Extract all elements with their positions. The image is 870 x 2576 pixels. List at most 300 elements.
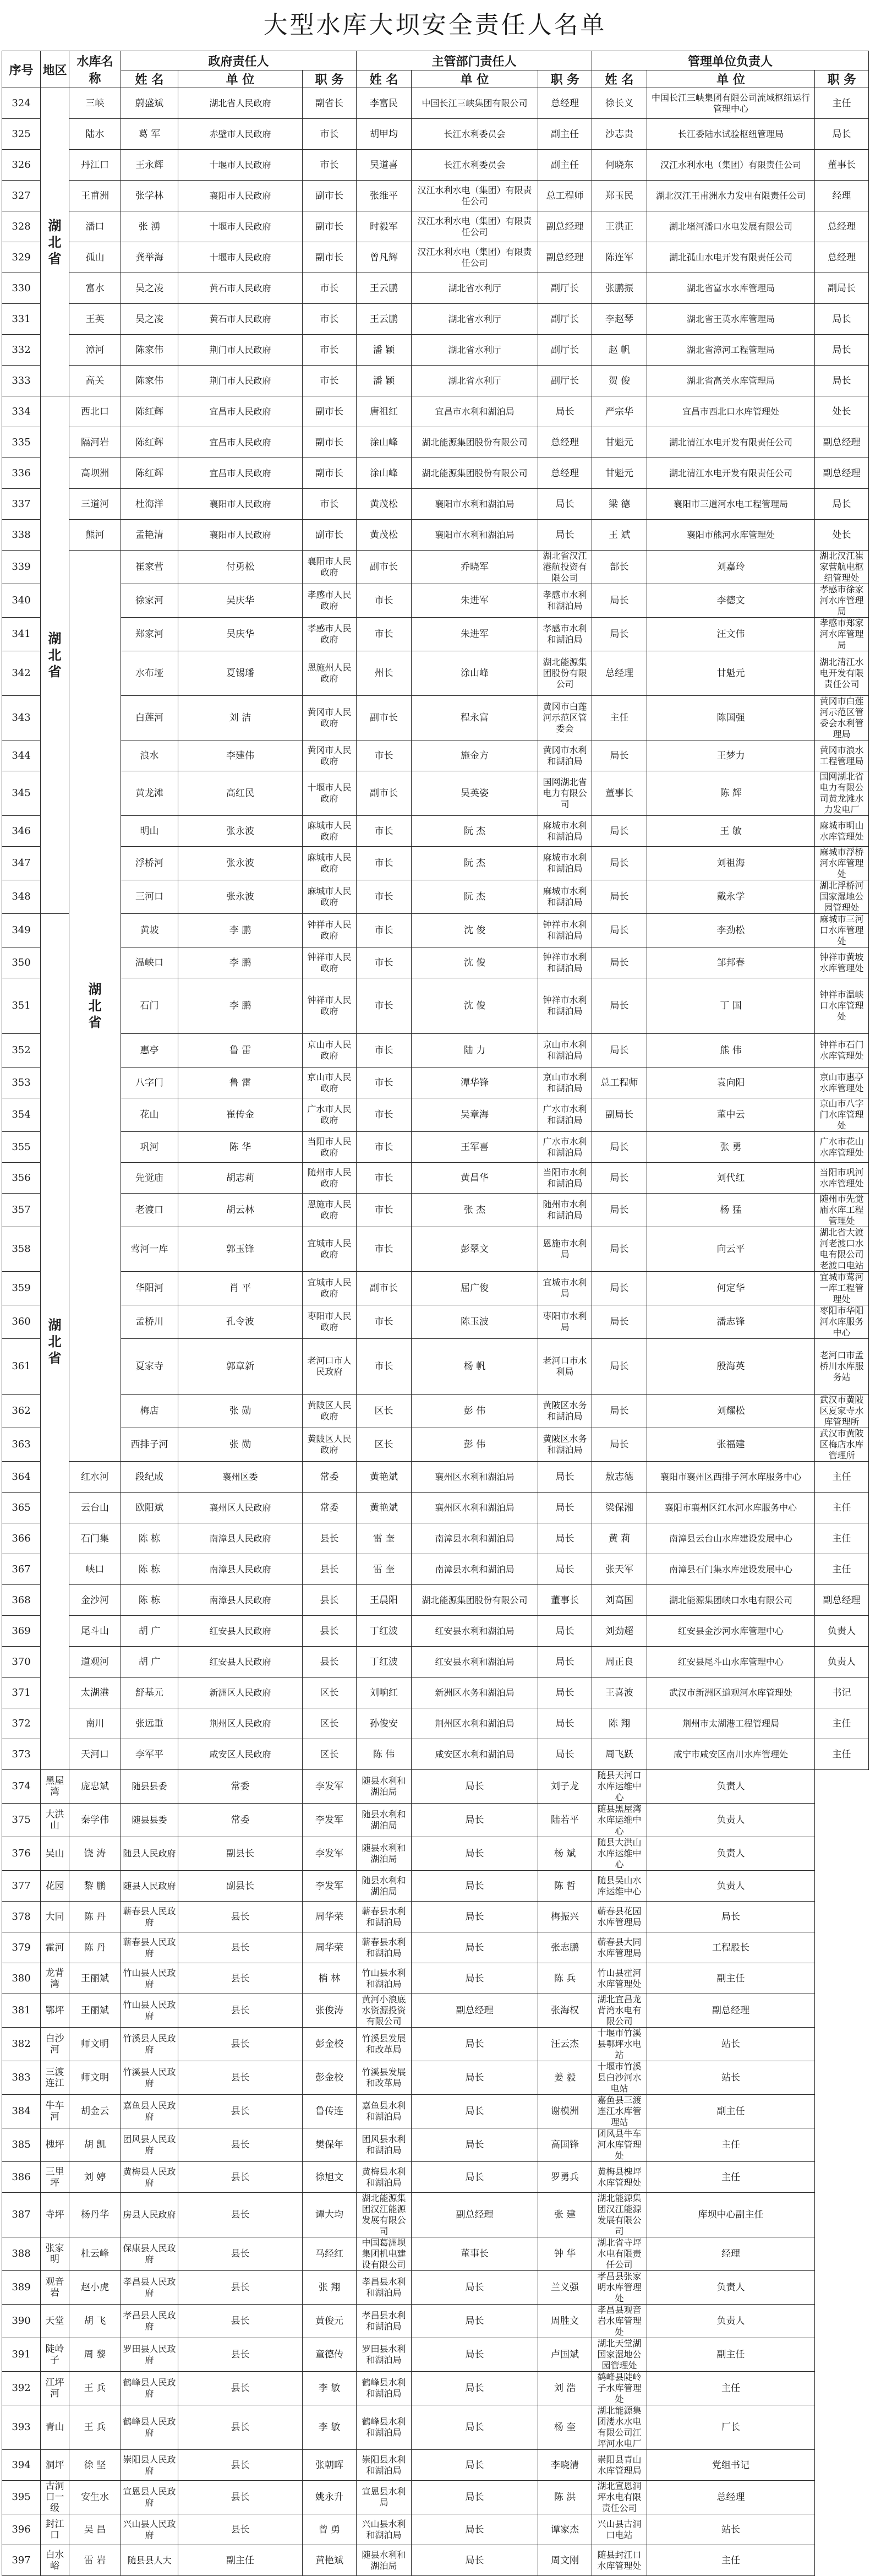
table-row (2, 1132, 869, 1163)
cell-no: 392 (2, 2372, 41, 2405)
cell-gov-name: 刘 洁 (178, 696, 303, 740)
cell-mgmt-unit: 国网湖北省电力有限公司黄龙滩水力发电厂 (815, 771, 869, 816)
cell-gov-post: 市长 (303, 489, 357, 520)
cell-dept-name: 黄俊元 (303, 2305, 357, 2338)
cell-gov-unit: 团风县人民政府 (121, 2128, 178, 2162)
cell-gov-unit: 随县人民政府 (121, 1871, 178, 1902)
cell-mgmt-unit: 湖北汉江王甫洲水力发电有限责任公司 (647, 181, 815, 211)
cell-dept-unit: 宜昌市水利和湖泊局 (412, 396, 538, 427)
table-row (2, 1098, 869, 1132)
cell-no: 394 (2, 2450, 41, 2481)
cell-gov-post: 副县长 (178, 1837, 303, 1871)
cell-dept-name: 王军喜 (412, 1132, 538, 1163)
cell-mgmt-name: 杨 斌 (538, 1837, 592, 1871)
cell-mgmt-post: 副总经理 (815, 458, 869, 489)
cell-reservoir: 浪水 (121, 740, 178, 771)
cell-reservoir: 八字门 (121, 1068, 178, 1098)
cell-no: 350 (2, 947, 41, 978)
cell-reservoir: 莺河一库 (121, 1227, 178, 1272)
cell-gov-unit: 南漳县人民政府 (178, 1554, 303, 1585)
cell-dept-name: 王云鹏 (357, 304, 412, 335)
cell-gov-unit: 南漳县人民政府 (178, 1585, 303, 1616)
cell-gov-post: 区长 (303, 1739, 357, 1770)
cell-dept-unit: 中国长江三峡集团有限公司 (412, 88, 538, 119)
cell-dept-post: 局长 (412, 1837, 538, 1871)
responsibility-table (2, 51, 869, 2576)
cell-reservoir: 金沙河 (69, 1585, 121, 1616)
table-row (2, 847, 869, 880)
cell-mgmt-name: 王 斌 (592, 520, 647, 551)
cell-gov-name: 徐 坚 (69, 2450, 121, 2481)
cell-dept-unit: 汉江水利水电（集团）有限责任公司 (412, 242, 538, 273)
header-region: 地区 (41, 51, 69, 88)
cell-gov-name: 秦学伟 (69, 1804, 121, 1837)
cell-gov-name: 蔚盛斌 (121, 88, 178, 119)
cell-dept-post: 副主任 (538, 150, 592, 181)
cell-gov-name: 欧阳斌 (121, 1493, 178, 1523)
cell-mgmt-name: 王梦力 (647, 740, 815, 771)
table-row (2, 119, 869, 150)
cell-mgmt-name: 刘劲超 (592, 1616, 647, 1647)
cell-gov-unit: 竹山县人民政府 (121, 1994, 178, 2028)
cell-gov-name: 吴庆华 (178, 618, 303, 651)
cell-mgmt-unit: 随县天河口水库运维中心 (592, 1770, 647, 1804)
cell-dept-unit: 钟祥市水利和湖泊局 (538, 978, 592, 1034)
cell-gov-unit: 黄冈市人民政府 (303, 740, 357, 771)
cell-mgmt-post: 副主任 (647, 2095, 815, 2128)
cell-dept-name: 曾 勇 (303, 2514, 357, 2545)
cell-gov-post: 县长 (303, 1616, 357, 1647)
table-row (2, 2305, 869, 2338)
cell-dept-unit: 随州市水利和湖泊局 (538, 1194, 592, 1227)
table-row (2, 1678, 869, 1708)
cell-gov-post: 市长 (303, 335, 357, 366)
cell-mgmt-unit: 湖北省高关水库管理局 (647, 366, 815, 396)
cell-gov-unit: 襄州区人民政府 (178, 1493, 303, 1523)
cell-mgmt-post: 负责人 (647, 1871, 815, 1902)
cell-dept-unit: 随县水利和湖泊局 (357, 1871, 412, 1902)
cell-gov-name: 饶 涛 (69, 1837, 121, 1871)
cell-dept-post: 局长 (538, 1523, 592, 1554)
cell-dept-name: 彭金校 (303, 2028, 357, 2061)
cell-mgmt-unit: 十堰市竹溪县白沙河水电站 (592, 2061, 647, 2095)
cell-reservoir: 尾斗山 (69, 1616, 121, 1647)
cell-dept-unit: 广水市水利和湖泊局 (538, 1132, 592, 1163)
cell-mgmt-unit: 兴山县古洞口电站 (592, 2514, 647, 2545)
cell-dept-name: 李发军 (303, 1804, 357, 1837)
cell-no: 389 (2, 2271, 41, 2305)
cell-mgmt-post: 站长 (647, 2514, 815, 2545)
cell-dept-name: 张 杰 (412, 1194, 538, 1227)
cell-reservoir: 槐坪 (41, 2128, 69, 2162)
cell-gov-post: 市长 (357, 847, 412, 880)
cell-dept-unit: 罗田县水利和湖泊局 (357, 2338, 412, 2372)
cell-gov-unit: 黄陂区人民政府 (303, 1428, 357, 1462)
cell-mgmt-name: 陈连军 (592, 242, 647, 273)
cell-dept-name: 涂山峰 (412, 651, 538, 696)
cell-gov-unit: 孝感市人民政府 (303, 584, 357, 618)
cell-dept-post: 局长 (538, 1616, 592, 1647)
cell-dept-name: 彭 伟 (412, 1428, 538, 1462)
cell-mgmt-name: 邹邦春 (647, 947, 815, 978)
cell-mgmt-post: 负责人 (815, 1616, 869, 1647)
cell-mgmt-unit: 襄阳市襄州区西排子河水库服务中心 (647, 1462, 815, 1493)
header-mgmt-unit: 单 位 (647, 70, 815, 88)
cell-no: 372 (2, 1708, 41, 1739)
cell-gov-name: 高红民 (178, 771, 303, 816)
cell-gov-post: 市长 (357, 1068, 412, 1098)
cell-gov-unit: 随县县人大 (121, 2545, 178, 2576)
cell-dept-unit: 竹山县水利和湖泊局 (357, 1963, 412, 1994)
cell-dept-post: 董事长 (592, 771, 647, 816)
cell-dept-name: 阮 杰 (412, 847, 538, 880)
cell-no: 329 (2, 242, 41, 273)
cell-reservoir: 南川 (69, 1708, 121, 1739)
header-mgmt-name: 姓 名 (592, 70, 647, 88)
cell-mgmt-unit: 麻城市明山水库管理处 (815, 816, 869, 847)
cell-dept-name: 沈 俊 (412, 978, 538, 1034)
cell-no: 359 (2, 1272, 41, 1305)
cell-mgmt-unit: 湖北省寺坪水电有限责任公司 (592, 2237, 647, 2271)
cell-dept-unit: 崇阳县水利和湖泊局 (357, 2450, 412, 2481)
cell-gov-unit: 麻城市人民政府 (303, 847, 357, 880)
cell-mgmt-unit: 南漳县云台山水库建设发展中心 (647, 1523, 815, 1554)
cell-gov-name: 陈 丹 (69, 1932, 121, 1963)
cell-dept-name: 彭翠文 (412, 1227, 538, 1272)
cell-no: 324 (2, 88, 41, 119)
cell-mgmt-unit: 湖北清江水电开发有限责任公司 (647, 458, 815, 489)
cell-gov-unit: 罗田县人民政府 (121, 2338, 178, 2372)
cell-no: 362 (2, 1395, 41, 1428)
cell-dept-unit: 当阳市水利和湖泊局 (538, 1163, 592, 1194)
table-row (2, 273, 869, 304)
cell-mgmt-name: 刘 浩 (538, 2372, 592, 2405)
cell-no: 355 (2, 1132, 41, 1163)
table-row (2, 1647, 869, 1678)
cell-gov-name: 孔令波 (178, 1305, 303, 1339)
cell-gov-post: 市长 (357, 1339, 412, 1395)
cell-no: 333 (2, 366, 41, 396)
cell-dept-post: 局长 (592, 1272, 647, 1305)
cell-no: 396 (2, 2514, 41, 2545)
cell-dept-name: 鲁传连 (303, 2095, 357, 2128)
cell-gov-post: 区长 (303, 1708, 357, 1739)
cell-mgmt-name: 梁 德 (592, 489, 647, 520)
cell-mgmt-name: 丁 国 (647, 978, 815, 1034)
cell-reservoir: 龙背湾 (41, 1963, 69, 1994)
cell-dept-unit: 湖北省水利厅 (412, 366, 538, 396)
table-row (2, 1395, 869, 1428)
cell-mgmt-post: 厂长 (647, 2405, 815, 2450)
cell-dept-name: 梢 林 (303, 1963, 357, 1994)
cell-dept-post: 局长 (592, 847, 647, 880)
cell-gov-unit: 襄阳市人民政府 (178, 181, 303, 211)
cell-mgmt-unit: 襄阳市襄州区红水河水库服务中心 (647, 1493, 815, 1523)
cell-mgmt-post: 库坝中心副主任 (647, 2193, 815, 2237)
header-gov: 政府责任人 (121, 51, 357, 70)
cell-gov-unit: 崇阳县人民政府 (121, 2450, 178, 2481)
cell-mgmt-name: 王喜波 (592, 1678, 647, 1708)
cell-no: 343 (2, 696, 41, 740)
cell-no: 375 (2, 1804, 41, 1837)
cell-mgmt-unit: 湖北天堂湖国家湿地公园管理处 (592, 2338, 647, 2372)
table-row (2, 584, 869, 618)
cell-reservoir: 西北口 (69, 396, 121, 427)
cell-gov-post: 常委 (178, 1770, 303, 1804)
cell-no: 344 (2, 740, 41, 771)
cell-gov-post: 市长 (357, 618, 412, 651)
cell-mgmt-unit: 枣阳市华阳河水库服务中心 (815, 1305, 869, 1339)
cell-dept-post: 副总经理 (412, 1994, 538, 2028)
cell-reservoir: 三渡连江 (41, 2061, 69, 2095)
cell-mgmt-unit: 崇阳县青山水库管理局 (592, 2450, 647, 2481)
cell-mgmt-name: 杨 奎 (538, 2405, 592, 2450)
cell-gov-post: 市长 (357, 1163, 412, 1194)
cell-dept-name: 张 翔 (303, 2271, 357, 2305)
cell-reservoir: 崔家营 (121, 551, 178, 584)
cell-dept-unit: 枣阳市水利局 (538, 1305, 592, 1339)
header-mgmt-post: 职 务 (815, 70, 869, 88)
cell-gov-unit: 黄冈市人民政府 (303, 696, 357, 740)
cell-mgmt-unit: 湖北清江水电开发有限责任公司 (647, 427, 815, 458)
cell-gov-unit: 竹山县人民政府 (121, 1963, 178, 1994)
cell-gov-post: 副市长 (357, 1272, 412, 1305)
cell-dept-post: 副总经理 (412, 2193, 538, 2237)
cell-mgmt-post: 局长 (647, 1902, 815, 1932)
cell-gov-name: 雷 岩 (69, 2545, 121, 2576)
cell-gov-unit: 宜昌市人民政府 (178, 396, 303, 427)
cell-mgmt-unit: 孝感市徐家河水库管理局 (815, 584, 869, 618)
cell-no: 388 (2, 2237, 41, 2271)
cell-gov-post: 县长 (178, 2450, 303, 2481)
cell-dept-name: 马经红 (303, 2237, 357, 2271)
cell-gov-unit: 蕲春县人民政府 (121, 1932, 178, 1963)
cell-mgmt-name: 周正良 (592, 1647, 647, 1678)
cell-gov-name: 胡 飞 (69, 2305, 121, 2338)
cell-dept-unit: 团风县水利和湖泊局 (357, 2128, 412, 2162)
cell-gov-name: 吴庆华 (178, 584, 303, 618)
cell-no: 330 (2, 273, 41, 304)
cell-mgmt-unit: 孝感市郑家河水库管理局 (815, 618, 869, 651)
cell-dept-name: 杨 帆 (412, 1339, 538, 1395)
cell-gov-name: 张永波 (178, 816, 303, 847)
cell-gov-name: 李军平 (121, 1739, 178, 1770)
cell-mgmt-unit: 竹山县霍河水库管理处 (592, 1963, 647, 1994)
cell-dept-name: 吴英姿 (412, 771, 538, 816)
table-row (2, 88, 869, 119)
cell-gov-post: 县长 (178, 2372, 303, 2405)
cell-mgmt-unit: 钟祥市黄坡水库管理处 (815, 947, 869, 978)
cell-gov-unit: 孝感市人民政府 (303, 618, 357, 651)
cell-gov-post: 县长 (178, 2271, 303, 2305)
cell-gov-name: 陈 丹 (69, 1902, 121, 1932)
cell-no: 326 (2, 150, 41, 181)
cell-mgmt-name: 敖志德 (592, 1462, 647, 1493)
cell-dept-unit: 黄冈市白莲河示范区管委会 (538, 696, 592, 740)
cell-dept-post: 副厅长 (538, 273, 592, 304)
cell-dept-unit: 南漳县水利和湖泊局 (412, 1523, 538, 1554)
cell-reservoir: 白水峪 (41, 2545, 69, 2576)
cell-dept-unit: 红安县水利和湖泊局 (412, 1647, 538, 1678)
cell-gov-post: 县长 (178, 2481, 303, 2514)
cell-dept-name: 陆 力 (412, 1034, 538, 1068)
cell-gov-post: 县长 (303, 1585, 357, 1616)
cell-gov-name: 杨丹华 (69, 2193, 121, 2237)
cell-gov-post: 市长 (357, 914, 412, 947)
table-row (2, 1871, 869, 1902)
cell-reservoir: 三峡 (69, 88, 121, 119)
cell-gov-name: 张远重 (121, 1708, 178, 1739)
cell-mgmt-post: 主任 (815, 1739, 869, 1770)
cell-dept-post: 董事长 (538, 1585, 592, 1616)
cell-dept-unit: 襄州区水利和湖泊局 (412, 1462, 538, 1493)
cell-gov-post: 县长 (178, 2061, 303, 2095)
cell-dept-post: 局长 (412, 2405, 538, 2450)
cell-mgmt-name: 何定华 (647, 1272, 815, 1305)
cell-dept-post: 局长 (592, 1132, 647, 1163)
cell-mgmt-unit: 武汉市黄陂区夏家寺水库管理所 (815, 1395, 869, 1428)
cell-dept-unit: 湖北省水利厅 (412, 335, 538, 366)
cell-dept-post: 局长 (592, 1395, 647, 1428)
cell-no: 369 (2, 1616, 41, 1647)
cell-dept-post: 局长 (538, 1647, 592, 1678)
cell-gov-unit: 十堰市人民政府 (303, 771, 357, 816)
cell-mgmt-unit: 南漳县石门集水库建设发展中心 (647, 1554, 815, 1585)
cell-gov-unit: 荆州区人民政府 (178, 1708, 303, 1739)
cell-mgmt-name: 郑玉民 (592, 181, 647, 211)
cell-gov-name: 王丽斌 (69, 1994, 121, 2028)
cell-dept-name: 黄昌华 (412, 1163, 538, 1194)
cell-mgmt-unit: 荆州市太湖港工程管理局 (647, 1708, 815, 1739)
cell-gov-name: 师文明 (69, 2061, 121, 2095)
table-row (2, 2028, 869, 2061)
cell-dept-unit: 京山市水利和湖泊局 (538, 1034, 592, 1068)
cell-dept-post: 副厅长 (538, 366, 592, 396)
cell-no: 376 (2, 1837, 41, 1871)
cell-gov-name: 杜海洋 (121, 489, 178, 520)
cell-reservoir: 黑屋湾 (41, 1770, 69, 1804)
cell-mgmt-unit: 湖北堵河潘口水电发展有限公司 (647, 211, 815, 242)
cell-dept-unit: 襄阳市水利和湖泊局 (412, 489, 538, 520)
cell-reservoir: 梅店 (121, 1395, 178, 1428)
cell-dept-name: 吴章海 (412, 1098, 538, 1132)
table-row (2, 978, 869, 1034)
cell-mgmt-name: 甘魁元 (592, 458, 647, 489)
table-row (2, 2405, 869, 2450)
cell-dept-name: 周华荣 (303, 1902, 357, 1932)
cell-reservoir: 浮桥河 (121, 847, 178, 880)
cell-reservoir: 西排子河 (121, 1428, 178, 1462)
cell-dept-name: 童德传 (303, 2338, 357, 2372)
cell-no: 340 (2, 584, 41, 618)
cell-mgmt-post: 主任 (815, 1708, 869, 1739)
cell-mgmt-name: 张福建 (647, 1428, 815, 1462)
cell-dept-name: 黄艳斌 (357, 1462, 412, 1493)
cell-dept-post: 总工程师 (592, 1068, 647, 1098)
cell-gov-unit: 红安县人民政府 (178, 1647, 303, 1678)
cell-mgmt-name: 潘志锋 (647, 1305, 815, 1339)
cell-gov-unit: 襄阳市人民政府 (178, 520, 303, 551)
cell-mgmt-post: 站长 (647, 2061, 815, 2095)
cell-gov-post: 县长 (178, 1963, 303, 1994)
cell-reservoir: 石门集 (69, 1523, 121, 1554)
cell-mgmt-name: 汪文伟 (647, 618, 815, 651)
cell-dept-name: 朱进军 (412, 584, 538, 618)
header-dept-post: 职 务 (538, 70, 592, 88)
cell-dept-unit: 随县水利和湖泊局 (357, 1837, 412, 1871)
cell-mgmt-name: 王洪正 (592, 211, 647, 242)
cell-mgmt-name: 陈 辉 (647, 771, 815, 816)
cell-gov-post: 市长 (357, 816, 412, 847)
cell-mgmt-unit: 湖北省漳河工程管理局 (647, 335, 815, 366)
table-row (2, 211, 869, 242)
cell-reservoir: 陆水 (69, 119, 121, 150)
cell-dept-unit: 宣恩县水利局 (357, 2481, 412, 2514)
table-row (2, 1739, 869, 1770)
cell-gov-name: 鲁 雷 (178, 1034, 303, 1068)
cell-mgmt-unit: 随县吴山水库运维中心 (592, 1871, 647, 1902)
cell-mgmt-unit: 十堰市竹溪县鄂坪水电站 (592, 2028, 647, 2061)
cell-dept-post: 局长 (592, 618, 647, 651)
cell-no: 335 (2, 427, 41, 458)
cell-mgmt-unit: 蕲春县花园水库管理局 (592, 1902, 647, 1932)
cell-gov-post: 常委 (303, 1493, 357, 1523)
cell-gov-post: 副主任 (178, 2545, 303, 2576)
cell-mgmt-unit: 麻城市三河口水库管理处 (815, 914, 869, 947)
cell-mgmt-post: 副总经理 (815, 1585, 869, 1616)
cell-gov-post: 州长 (357, 651, 412, 696)
cell-no: 353 (2, 1068, 41, 1098)
cell-no: 325 (2, 119, 41, 150)
cell-dept-name: 李发军 (303, 1871, 357, 1902)
cell-region: 湖 北 省 (41, 396, 69, 914)
cell-dept-unit: 孝昌县水利和湖泊局 (357, 2271, 412, 2305)
cell-mgmt-name: 罗勇兵 (538, 2162, 592, 2193)
cell-mgmt-post: 主任 (647, 2372, 815, 2405)
table-row (2, 618, 869, 651)
cell-dept-unit: 麻城市水利和湖泊局 (538, 880, 592, 914)
cell-gov-post: 副市长 (303, 211, 357, 242)
table-row (2, 1194, 869, 1227)
cell-reservoir: 封江口 (41, 2514, 69, 2545)
cell-gov-post: 县长 (303, 1647, 357, 1678)
cell-reservoir: 孟桥川 (121, 1305, 178, 1339)
cell-reservoir: 惠亭 (121, 1034, 178, 1068)
cell-mgmt-post: 局长 (815, 489, 869, 520)
cell-mgmt-post: 总经理 (647, 2481, 815, 2514)
table-row (2, 1902, 869, 1932)
cell-mgmt-unit: 襄阳市三道河水电工程管理局 (647, 489, 815, 520)
cell-dept-name: 姚永升 (303, 2481, 357, 2514)
cell-gov-unit: 竹溪县人民政府 (121, 2061, 178, 2095)
cell-dept-name: 潘 颖 (357, 366, 412, 396)
cell-gov-post: 县长 (178, 2028, 303, 2061)
cell-gov-post: 市长 (357, 1034, 412, 1068)
cell-mgmt-name: 张 建 (538, 2193, 592, 2237)
cell-mgmt-unit: 武汉市新洲区道观河水库管理处 (647, 1678, 815, 1708)
cell-no: 349 (2, 914, 41, 947)
cell-gov-unit: 孝昌县人民政府 (121, 2305, 178, 2338)
cell-dept-post: 副厅长 (538, 335, 592, 366)
cell-mgmt-unit: 汉江水利水电（集团）有限责任公司 (647, 150, 815, 181)
cell-dept-name: 胡甲均 (357, 119, 412, 150)
cell-mgmt-name: 李德文 (647, 584, 815, 618)
cell-dept-unit: 老河口市水利局 (538, 1339, 592, 1395)
cell-dept-unit: 襄州区水利和湖泊局 (412, 1493, 538, 1523)
cell-mgmt-unit: 老河口市孟桥川水库服务站 (815, 1339, 869, 1395)
cell-gov-unit: 湖北省人民政府 (178, 88, 303, 119)
cell-dept-post: 局长 (538, 1708, 592, 1739)
